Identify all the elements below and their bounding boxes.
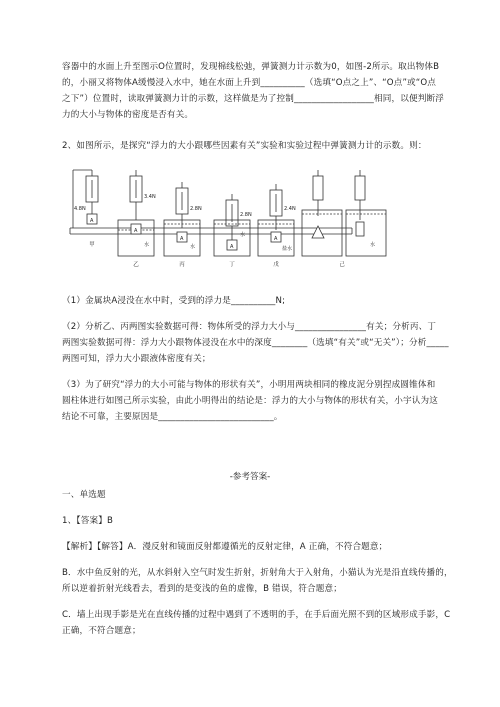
paragraph-line: 力的大小与物体的密度是否有关。 <box>62 110 194 120</box>
liquid-label: 水 <box>144 242 150 248</box>
answer-line: 1、【答案】B <box>62 516 114 526</box>
object-label: A <box>274 236 278 242</box>
analysis-line: 所以逆着折射光线看去，看到的是变浅的鱼的虚像，B 错误，符合题意； <box>62 584 342 594</box>
analysis-line: 【解析】【解答】A．漫反射和镜面反射都遵循光的反射定律，A 正确，不符合题意； <box>62 542 388 552</box>
object-label: A <box>230 244 234 250</box>
reading-bing: 2.8N <box>190 206 202 212</box>
paragraph-line: 之下”）位置时，读取弹簧测力计的示数，这样做是为了控制__________________相同，以便判断浮 <box>62 94 444 104</box>
analysis-line: 正确，不符合题意； <box>62 626 141 636</box>
reading-yi: 3.4N <box>144 194 156 200</box>
liquid-label: 水 <box>190 244 196 250</box>
object-label: A <box>90 218 94 224</box>
caption-ding: 丁 <box>229 262 235 268</box>
answer-section-title: -参考答案- <box>229 472 271 482</box>
liquid-label: 水 <box>240 232 246 238</box>
question-2-stem: 2、如图所示，是探究“浮力的大小跟哪些因素有关”实验和实验过程中弹簧测力计的示数。则： <box>62 141 427 151</box>
sub-question-2-line: 两图可知，浮力大小跟液体密度有关； <box>62 354 211 364</box>
reading-wu: 2.4N <box>284 206 296 212</box>
liquid-label: 水 <box>370 242 376 248</box>
object-label: A <box>180 236 184 242</box>
caption-ji: 己 <box>339 262 345 268</box>
sub-question-1: （1）金属块A浸没在水中时，受到的浮力是__________N; <box>62 296 286 306</box>
section-heading: 一、单选题 <box>62 490 106 500</box>
caption-wu: 戊 <box>273 262 279 268</box>
sub-question-2-line: 两图实验数据可得：浮力大小跟物体浸没在水中的深度________（选填“有关”或“无关”）；分析_____ <box>62 338 449 348</box>
reading-jia: 4.8N <box>74 206 86 212</box>
sub-question-2-line: （2）分析乙、丙两图实验数据可得：物体所受的浮力大小与________________有关；分析丙、丁 <box>62 322 437 332</box>
paragraph-line: 的，小丽又将物体A缓慢浸入水中，她在水面上升到__________（选填“O点之上”、“O点”或“O点 <box>62 78 437 88</box>
sub-question-3-line: 结论不可靠，主要原因是__________________________。 <box>62 412 283 422</box>
experiment-figure <box>66 166 446 284</box>
caption-bing: 丙 <box>179 262 185 268</box>
sub-question-3-line: 圆柱体进行如图己所示实验，由此小明得出的结论是：浮力的大小与物体的形状有关，小宇认为这 <box>62 396 438 406</box>
analysis-line: B．水中鱼反射的光，从水斜射入空气时发生折射，折射角大于入射角，小猫认为光是沿直线传播的， <box>62 568 453 578</box>
paragraph-line: 容器中的水面上升至图示O位置时，发现棉线松弛，弹簧测力计示数为0，如图-2所示。取出物体B <box>62 62 440 72</box>
reading-ding: 2.8N <box>240 212 252 218</box>
caption-yi: 乙 <box>133 262 139 268</box>
analysis-line: C．墙上出现手影是光在直线传播的过程中遇到了不透明的手，在手后面光照不到的区域形成手影，C <box>62 610 451 620</box>
liquid-label: 盐水 <box>282 246 293 252</box>
sub-question-3-line: （3）为了研究“浮力的大小可能与物体的形状有关”，小明用两块相同的橡皮泥分别捏成圆锥体和 <box>62 380 436 390</box>
caption-jia: 甲 <box>89 242 95 248</box>
object-label: A <box>134 228 138 234</box>
